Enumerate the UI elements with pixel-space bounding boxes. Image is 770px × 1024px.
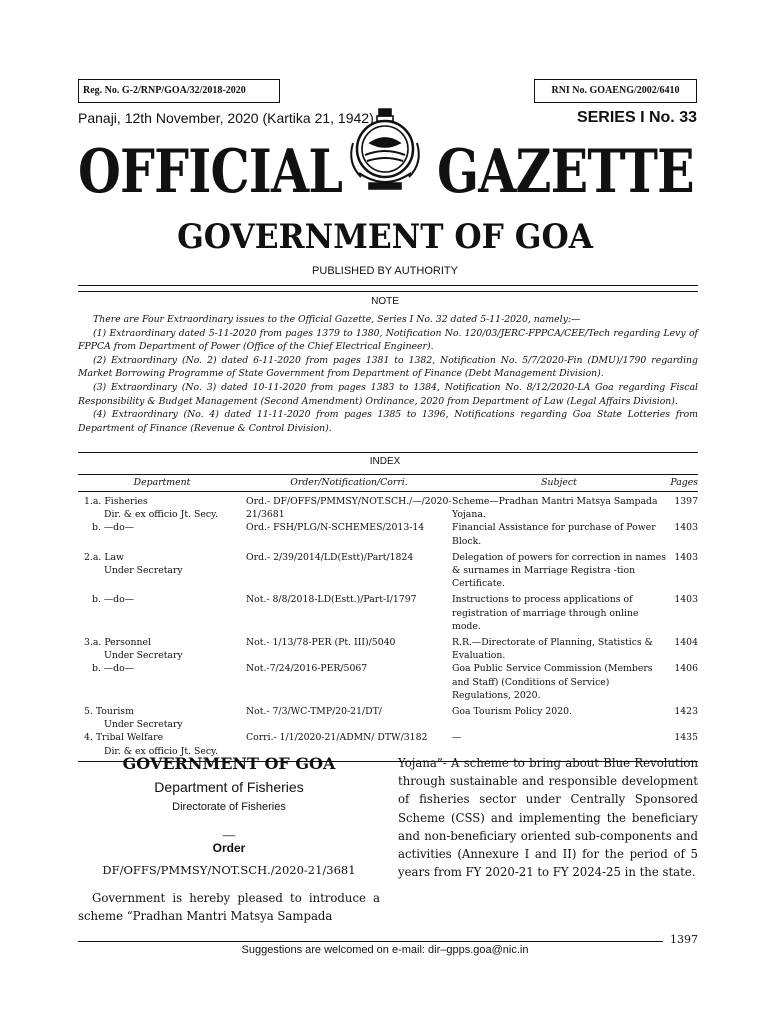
cell-pages: 1397 (674, 496, 698, 507)
order-right-column (398, 754, 698, 881)
divider (78, 291, 698, 292)
cell-pages: 1403 (674, 551, 698, 563)
cell-subject: Instructions to process applications of registration of marriage through online mode. (452, 594, 639, 632)
publication-date: Panaji, 12th November, 2020 (Kartika 21, 1942) (78, 110, 374, 126)
table-row (78, 521, 698, 547)
cell-subject: Delegation of powers for correction in names & surnames in Marriage Registra -tion Certificate. (452, 551, 666, 590)
cell-order: Not.- 1/13/78-PER (Pt. III)/5040 (246, 637, 396, 649)
cell-order: Corri.- 1/1/2020-21/ADMN/ DTW/3182 (246, 731, 452, 761)
order-department: Department of Fisheries (154, 779, 304, 795)
footer-divider (78, 941, 663, 942)
cell-department: b. —do— (92, 663, 135, 675)
note-body (78, 313, 698, 435)
cell-department-sub: Under Secretary (104, 565, 183, 577)
order-government: GOVERNMENT OF GOA (122, 754, 336, 773)
column-header: Department (78, 475, 246, 492)
table-row (78, 702, 698, 731)
note-item: (4) Extraordinary (No. 4) dated 11-11-2020 from pages 1385 to 1396, Notifications regarding Goa State Lotteries from Department of Finance (Revenue & Control Division). (78, 409, 698, 434)
cell-subject: Goa Tourism Policy 2020. (452, 706, 572, 718)
cell-order: Not.-7/24/2016-PER/5067 (246, 663, 368, 675)
registration-number: Reg. No. G-2/RNP/GOA/32/2018-2020 (78, 79, 280, 103)
cell-order: Not.- 7/3/WC-TMP/20-21/DT/ (246, 706, 382, 718)
cell-department-sub: Dir. & ex officio Jt. Secy. (104, 509, 219, 521)
state-emblem-icon (339, 103, 431, 195)
order-directorate: Directorate of Fisheries (172, 801, 286, 813)
cell-pages: 1406 (674, 663, 698, 675)
note-intro: There are Four Extraordinary issues to the Official Gazette, Series I No. 32 dated 5-11-2020, namely:— (93, 314, 581, 325)
divider (78, 452, 698, 453)
cell-subject: Financial Assistance for purchase of Power Block. (452, 522, 656, 547)
title-gazette: GAZETTE (437, 137, 694, 207)
order-dash: __ (222, 825, 236, 837)
footer-suggestions: Suggestions are welcomed on e-mail: dir–gpps.goa@nic.in (241, 944, 529, 956)
cell-department: 5. Tourism (84, 706, 134, 718)
order-body-right: Yojana”- A scheme to bring about Blue Revolution through sustainable and responsible development of fisheries sector under Centrally Sponsored Scheme (CSS) and implementing the beneficiary and non-beneficiary oriented sub-components and activities (Annexure I and II) for the period of 5 years from FY 2020-21 to FY 2024-25 in the state. (398, 756, 698, 880)
cell-department: b. —do— (92, 594, 135, 606)
cell-pages: 1404 (674, 637, 698, 649)
cell-pages: 1435 (666, 731, 698, 761)
note-heading: NOTE (371, 296, 399, 307)
index-table (78, 474, 698, 762)
cell-order: Ord.- DF/OFFS/PMMSY/NOT.SCH./—/2020-21/3681 (246, 496, 452, 521)
cell-subject: Scheme—Pradhan Mantri Matsya Sampada Yojana. (452, 496, 658, 521)
column-header: Subject (452, 475, 666, 492)
note-item: (3) Extraordinary (No. 3) dated 10-11-2020 from pages 1383 to 1384, Notification No. 8/12/2020-LA Goa regarding Fiscal Responsibility & Budget Management (Second Amendment) Ordinance, 2020 from Department of Law (Legal Affairs Division). (78, 381, 698, 407)
table-row (78, 633, 698, 662)
column-header: Order/Notification/Corri. (246, 475, 452, 492)
cell-pages: 1403 (674, 522, 698, 534)
cell-department: 4. Tribal Welfare (84, 732, 164, 744)
cell-pages: 1403 (674, 594, 698, 606)
cell-order: Ord.- FSH/PLG/N-SCHEMES/2013-14 (246, 522, 425, 534)
note-item: (1) Extraordinary dated 5-11-2020 from pages 1379 to 1380, Notification No. 120/03/JERC-FPPCA/CEE/Tech regarding Levy of FPPCA from Department of Power (Office of the Chief Electrical Engineer). (78, 327, 698, 353)
index-heading: INDEX (369, 456, 401, 467)
cell-department: 1.a. Fisheries (84, 496, 148, 507)
series-number: SERIES I No. 33 (576, 109, 697, 126)
table-row (78, 548, 698, 591)
cell-order: Ord.- 2/39/2014/LD(Estt)/Part/1824 (246, 551, 414, 563)
cell-order: Not.- 8/8/2018-LD(Estt.)/Part-I/1797 (246, 594, 417, 606)
government-title-text: GOVERNMENT OF GOA (177, 217, 593, 257)
published-by-authority: PUBLISHED BY AUTHORITY (312, 265, 458, 277)
cell-subject: — (452, 731, 666, 761)
cell-department-sub: Under Secretary (104, 650, 183, 662)
note-item: (2) Extraordinary (No. 2) dated 6-11-2020 from pages 1381 to 1382, Notification No. 5/7/2020-Fin (DMU)/1790 regarding Market Borrowing Programme of State Government from Department of Finance (Debt Management Division). (78, 354, 698, 380)
order-label: Order (212, 841, 246, 855)
index-header-row (78, 475, 698, 492)
table-row (78, 590, 698, 633)
government-title (0, 213, 770, 261)
page-number: 1397 (670, 933, 698, 946)
cell-pages: 1423 (674, 706, 698, 718)
rni-number: RNI No. GOAENG/2002/6410 (534, 79, 697, 103)
table-row (78, 492, 698, 522)
order-left-column (78, 754, 380, 925)
cell-department: 2.a. Law (84, 551, 124, 563)
column-header: Pages (666, 475, 698, 492)
order-number: DF/OFFS/PMMSY/NOT.SCH./2020-21/3681 (102, 863, 356, 877)
cell-department-sub: Under Secretary (104, 719, 183, 731)
title-official: OFFICIAL (78, 137, 343, 207)
order-body-left: Government is hereby pleased to introduce a scheme “Pradhan Mantri Matsya Sampada (78, 891, 380, 924)
cell-subject: Goa Public Service Commission (Members and Staff) (Conditions of Service) Regulations, 2020. (452, 663, 653, 701)
cell-department: 3.a. Personnel (84, 637, 151, 649)
divider (78, 285, 698, 286)
cell-subject: R.R.—Directorate of Planning, Statistics & Evaluation. (452, 637, 653, 662)
table-row (78, 662, 698, 702)
cell-department: b. —do— (92, 522, 135, 534)
cell-department-sub: Dir. & ex officio Jt. Secy. (104, 745, 219, 757)
